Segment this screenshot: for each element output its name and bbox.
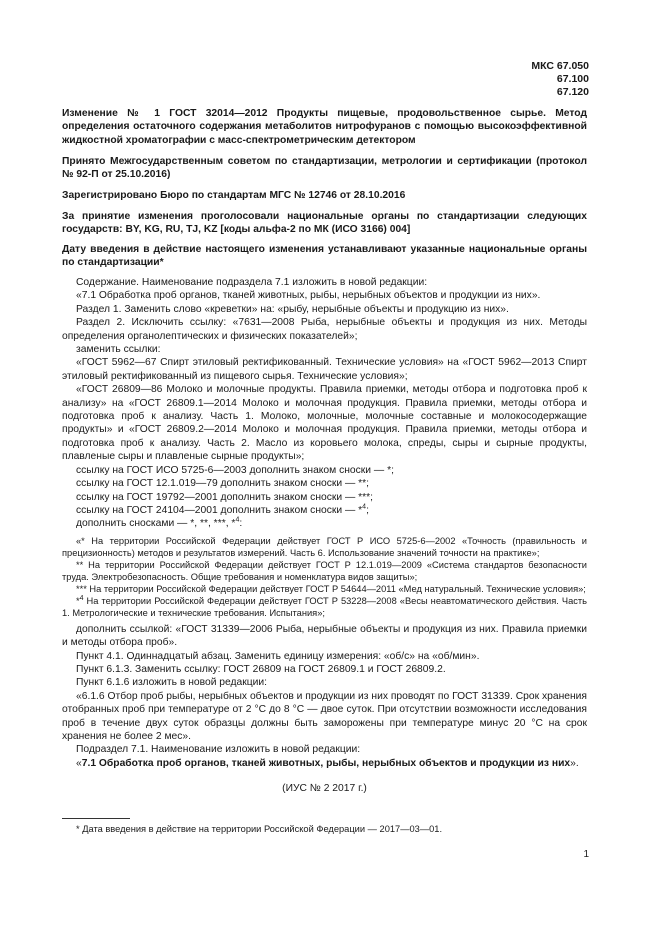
- body-paragraph: Раздел 2. Исключить ссылку: «7631—2008 Рыба, нерыбные объекты и продукция из них. Методы определения органолептических и физических показателей»;: [62, 317, 587, 342]
- body-paragraph: «6.1.6 Отбор проб рыбы, нерыбных объектов и продукции из них проводят по ГОСТ 31339. Срок хранения отобранных проб при температуре от 2 °C до 8 °C — двое суток. При отсутствии возможности исследования проб в течение двух суток образцы должны быть заморожены при температуре минус 20 °C на срок хранения не более 2 мес».: [62, 690, 587, 742]
- body-paragraph: ссылку на ГОСТ ИСО 5725-6—2003 дополнить знаком сноски — *;: [76, 464, 394, 476]
- voting-statement: За принятие изменения проголосовали национальные органы по стандартизации следующих государств: BY, KG, RU, TJ, KZ [коды альфа-2 по МК (ИСО 3166) 004]: [62, 211, 587, 236]
- adopted-statement: Принято Межгосударственным советом по стандартизации, метрологии и сертификации (протокол № 92-П от 25.10.2016): [62, 156, 587, 181]
- body-paragraph: Подраздел 7.1. Наименование изложить в новой редакции:: [76, 744, 361, 756]
- p12-sup: 4: [235, 516, 240, 524]
- inserted-footnote: ** На территории Российской Федерации действует ГОСТ Р 12.1.019—2009 «Система стандартов безопасности труда. Электробезопасность. Общие требования и номенклатура видов защиты»;: [62, 559, 587, 582]
- body-paragraph: Пункт 4.1. Одиннадцатый абзац. Заменить единицу измерения: «об/с» на «об/мин».: [76, 650, 480, 662]
- body-paragraph: дополнить ссылкой: «ГОСТ 31339—2006 Рыба, нерыбные объекты и продукция из них. Правила приемки и методы отбора проб».: [62, 623, 587, 649]
- fn4-sup: 4: [79, 594, 84, 602]
- body-paragraph: «7.1 Обработка проб органов, тканей животных, рыбы, нерыбных объектов и продукции из них».: [76, 290, 541, 302]
- body-paragraph: Раздел 1. Заменить слово «креветки» на: «рыбу, нерыбные объекты и продукцию из них».: [76, 303, 509, 315]
- registration-statement: Зарегистрировано Бюро по стандартам МГС № 12746 от 28.10.2016: [62, 190, 406, 201]
- amendment-body: [62, 276, 587, 796]
- p11-end: ;: [366, 504, 369, 516]
- p19-bold-title: 7.1 Обработка проб органов, тканей животных, рыбы, нерыбных объектов и продукции из них: [81, 757, 571, 769]
- inserted-footnote: «* На территории Российской Федерации действует ГОСТ Р ИСО 5725-6—2002 «Точность (правильность и прецизионность) методов и результатов измерений. Часть 6. Использование значений точности на практике»;: [62, 535, 587, 558]
- footnote-separator: [62, 818, 130, 819]
- amendment-title: Изменение № 1 ГОСТ 32014—2012 Продукты пищевые, продовольственное сырье. Метод определения остаточного содержания метаболитов нитрофуранов с помощью высокоэффективной жидкостной хроматографии с масс-спектрометрическим детектором: [62, 108, 587, 146]
- p11-sup: 4: [362, 503, 367, 511]
- mks-code-1: МКС 67.050: [531, 60, 589, 72]
- body-paragraph: [62, 504, 587, 517]
- footnote-text: * Дата введения в действие на территории Российской Федерации — 2017—03—01.: [76, 824, 443, 834]
- page-footnote: [62, 823, 587, 835]
- page-number: 1: [583, 849, 589, 860]
- effective-date-statement: Дату введения в действие настоящего изменения устанавливают указанные национальные органы по стандартизации*: [62, 244, 587, 269]
- body-paragraph: Пункт 6.1.6 изложить в новой редакции:: [76, 677, 268, 689]
- fn4-mark: *: [76, 595, 80, 606]
- body-paragraph: ссылку на ГОСТ 19792—2001 дополнить знаком сноски — ***;: [76, 491, 374, 503]
- body-paragraph: «ГОСТ 26809—86 Молоко и молочные продукты. Правила приемки, методы отбора и подготовка проб к анализу» на «ГОСТ 26809.1—2014 Молоко и молочная продукция. Правила приемки, методы отбора и подготовка проб к анализу. Часть 1. Молоко, молочные, молочные составные и молокосодержащие продукты» и «ГОСТ 26809.2—2014 Молоко и молочная продукция. Правила приемки, методы отбора и подготовка проб к анализу. Часть 2. Масло из коровьего молока, спреды, сыры и сырные продукты, плавленые сыры и плавленые сырные продукты»;: [62, 384, 587, 463]
- p11-text: ссылку на ГОСТ 24104—2001 дополнить знаком сноски — *: [76, 504, 363, 516]
- body-paragraph: Содержание. Наименование подраздела 7.1 изложить в новой редакции:: [76, 277, 428, 288]
- body-paragraph: [62, 757, 587, 770]
- mks-code-2: 67.100: [556, 73, 589, 85]
- classification-codes: [531, 60, 589, 99]
- inserted-footnote: [62, 595, 587, 619]
- p12-text: дополнить сносками — *, **, ***, *: [76, 518, 236, 530]
- p19-open: «: [76, 757, 82, 769]
- ius-reference: (ИУС № 2 2017 г.): [282, 783, 367, 795]
- p19-close: ».: [570, 757, 579, 769]
- p12-end: :: [239, 518, 243, 530]
- body-paragraph: «ГОСТ 5962—67 Спирт этиловый ректификованный. Технические условия» на «ГОСТ 5962—2013 Спирт этиловый ректификованный из пищевого сырья. Технические условия»;: [62, 357, 587, 382]
- inserted-footnote: *** На территории Российской Федерации действует ГОСТ Р 54644—2011 «Мед натуральный. Технические условия»;: [76, 583, 586, 594]
- mks-code-3: 67.120: [556, 86, 589, 98]
- body-paragraph: заменить ссылки:: [76, 344, 161, 356]
- fn4-text: На территории Российской Федерации действует ГОСТ Р 53228—2008 «Весы неавтоматического действия. Часть 1. Метрологические и технические требования. Испытания»;: [62, 595, 587, 618]
- body-paragraph: [62, 517, 587, 530]
- body-paragraph: Пункт 6.1.3. Заменить ссылку: ГОСТ 26809 на ГОСТ 26809.1 и ГОСТ 26809.2.: [76, 663, 446, 675]
- body-paragraph: ссылку на ГОСТ 12.1.019—79 дополнить знаком сноски — **;: [76, 478, 370, 490]
